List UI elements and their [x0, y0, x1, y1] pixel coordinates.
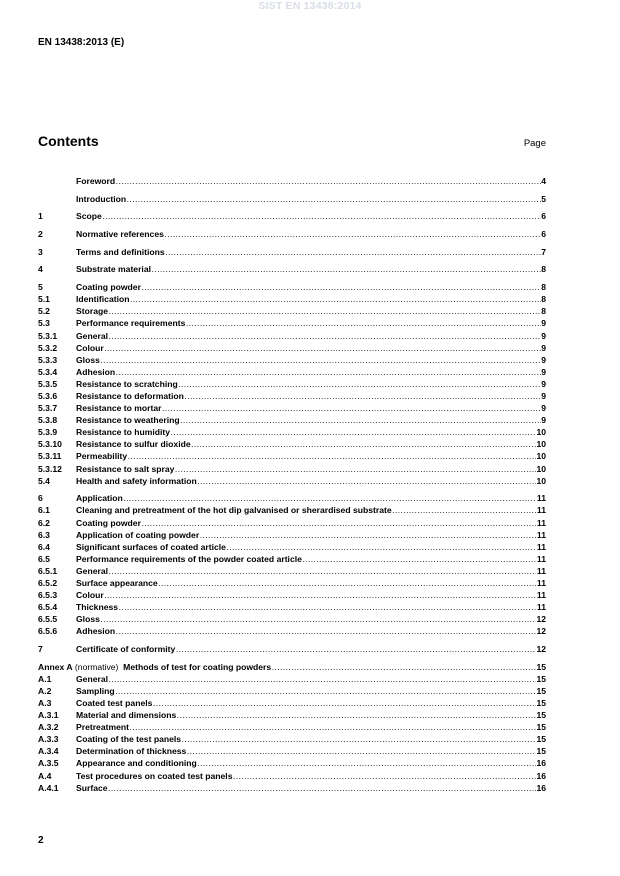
toc-entry-number: 5.3.9 [38, 427, 58, 438]
toc-entry-title: Coating powder [76, 282, 141, 293]
dot-leader [153, 697, 536, 709]
toc-entry-title: Coated test panels [76, 698, 153, 708]
toc-entry-page: 10 [536, 463, 546, 474]
toc-entry-number: 6.5 [38, 553, 50, 564]
toc-entry[interactable] [38, 210, 546, 222]
toc-entry[interactable] [38, 317, 546, 329]
dot-leader [128, 450, 536, 462]
toc-entry[interactable] [38, 565, 546, 577]
toc-entry-page: 15 [536, 673, 546, 684]
toc-entry[interactable] [38, 709, 546, 721]
toc-entry-title: Certificate of conformity [76, 644, 176, 655]
toc-entry-title: Colour [76, 342, 104, 353]
dot-leader [197, 475, 536, 487]
toc-entry[interactable] [38, 661, 546, 673]
dot-leader [171, 426, 536, 438]
toc-entry[interactable] [38, 475, 546, 487]
toc-entry-page: 16 [536, 758, 546, 769]
toc-entry-title: Resistance to humidity [76, 427, 171, 438]
toc-entry[interactable] [38, 757, 546, 769]
toc-entry-page: 10 [536, 451, 546, 462]
dot-leader [109, 305, 541, 317]
toc-entry-page: 15 [536, 685, 546, 696]
dot-leader [187, 745, 536, 757]
toc-entry-page: 15 [536, 661, 546, 672]
dot-leader [109, 565, 537, 577]
toc-entry-number: A.3.3 [38, 734, 59, 745]
toc-entry-title: Cleaning and pretreatment of the hot dip galvanised or sherardised substrate [76, 505, 392, 516]
toc-entry[interactable] [38, 504, 546, 516]
toc-entry-page: 9 [541, 318, 546, 329]
dot-leader [104, 342, 541, 354]
toc-entry[interactable] [38, 589, 546, 601]
toc-entry-number: 6.1 [38, 505, 50, 516]
toc-entry[interactable] [38, 450, 546, 462]
toc-entry-page: 11 [536, 505, 546, 516]
dot-leader [178, 378, 540, 390]
toc-entry-page: 15 [536, 722, 546, 733]
toc-entry[interactable] [38, 685, 546, 697]
toc-entry-title: Surface appearance [76, 577, 158, 588]
toc-entry-number: 6.5.4 [38, 602, 58, 613]
toc-entry-page: 4 [541, 176, 546, 186]
toc-entry[interactable] [38, 463, 546, 475]
dot-leader [186, 317, 541, 329]
toc-entry-page: 9 [541, 390, 546, 401]
toc-entry-number: 6.5.2 [38, 577, 58, 588]
annex-label: Annex A [38, 661, 73, 672]
toc-entry-title: General [76, 330, 109, 341]
toc-entry-page: 15 [536, 710, 546, 721]
toc-entry-page: 11 [536, 493, 546, 504]
toc-entry-title: Performance requirements of the powder coated article [76, 553, 302, 564]
toc-entry-number: 4 [38, 264, 43, 275]
table-of-contents [38, 175, 546, 794]
dot-leader [200, 529, 537, 541]
toc-entry-title: Coating of the test panels [76, 734, 182, 745]
dot-leader [116, 625, 536, 637]
toc-entry-number: 5.1 [38, 294, 50, 305]
toc-entry-title: Pretreatment [76, 722, 130, 733]
toc-entry-page: 11 [536, 577, 546, 588]
toc-entry[interactable] [38, 643, 546, 655]
toc-entry-page: 16 [536, 782, 546, 793]
toc-entry-page: 9 [541, 354, 546, 365]
toc-entry-title: Substrate material [76, 264, 151, 275]
toc-entry-title: Introduction [76, 193, 127, 204]
toc-entry-number: 2 [38, 229, 43, 240]
toc-entry[interactable] [38, 175, 546, 187]
toc-entry-title: Normative references [76, 229, 164, 240]
toc-entry[interactable] [38, 426, 546, 438]
dot-leader [102, 210, 540, 222]
toc-entry-title: Resistance to sulfur dioxide [76, 439, 191, 450]
dot-leader [182, 733, 536, 745]
toc-entry[interactable] [38, 354, 546, 366]
toc-entry-page: 12 [536, 614, 546, 625]
dot-leader [104, 589, 536, 601]
toc-entry-number: A.3.1 [38, 710, 59, 721]
toc-entry-number: 5.3.5 [38, 378, 58, 389]
dot-leader [162, 402, 541, 414]
toc-entry-title: Resistance to weathering [76, 415, 180, 426]
dot-leader [141, 281, 540, 293]
toc-entry-number: 5.3.8 [38, 415, 58, 426]
toc-entry-number: 5.3.3 [38, 354, 58, 365]
dot-leader [158, 577, 536, 589]
toc-entry-number: 5.3.12 [38, 463, 62, 474]
toc-entry-title: Resistance to deformation [76, 390, 184, 401]
toc-entry[interactable] [38, 438, 546, 450]
annex-normative-label: (normative) [72, 661, 119, 672]
toc-entry-page: 6 [541, 211, 546, 222]
toc-entry-title: Gloss [76, 614, 100, 625]
toc-entry[interactable] [38, 697, 546, 709]
dot-leader [184, 390, 540, 402]
toc-entry-number: 6.2 [38, 517, 50, 528]
toc-entry[interactable] [38, 390, 546, 402]
dot-leader [165, 246, 541, 258]
toc-entry-number: 6.5.6 [38, 626, 58, 637]
toc-entry[interactable] [38, 193, 546, 205]
toc-entry-number: 5.3 [38, 318, 50, 329]
toc-entry-number: 3 [38, 246, 43, 257]
toc-entry-title: Test procedures on coated test panels [76, 770, 233, 781]
toc-entry[interactable] [38, 601, 546, 613]
toc-entry-page: 11 [536, 541, 546, 552]
toc-entry-number: A.3 [38, 698, 52, 708]
toc-entry[interactable] [38, 414, 546, 426]
toc-entry[interactable] [38, 281, 546, 293]
toc-entry-number: 1 [38, 211, 43, 222]
toc-entry[interactable] [38, 625, 546, 637]
toc-entry[interactable] [38, 673, 546, 685]
toc-entry-number: 7 [38, 644, 43, 655]
toc-entry-title: Adhesion [76, 366, 116, 377]
toc-entry-page: 15 [536, 698, 546, 708]
dot-leader [116, 366, 541, 378]
toc-entry-title: Resistance to scratching [76, 378, 178, 389]
toc-entry-title: Scope [76, 211, 102, 222]
toc-entry[interactable] [38, 342, 546, 354]
toc-entry-page: 11 [536, 553, 546, 564]
dot-leader [226, 541, 536, 553]
toc-entry-page: 9 [541, 342, 546, 353]
toc-entry-page: 12 [536, 626, 546, 637]
toc-entry[interactable] [38, 770, 546, 782]
dot-leader [119, 601, 537, 613]
toc-entry-title: Resistance to mortar [76, 403, 162, 414]
toc-entry[interactable] [38, 492, 546, 504]
toc-entry-title: Application of coating powder [76, 529, 200, 540]
toc-entry-title: Health and safety information [76, 475, 197, 486]
toc-entry-title: Surface [76, 782, 108, 793]
toc-entry-number: A.3.2 [38, 722, 59, 733]
toc-entry-page: 9 [541, 403, 546, 414]
toc-entry-number: 5.3.6 [38, 390, 58, 401]
toc-entry-page: 11 [536, 565, 546, 576]
toc-entry-page: 9 [541, 415, 546, 426]
toc-entry-number: 6.5.1 [38, 565, 58, 576]
toc-entry-number: 5.3.10 [38, 439, 62, 450]
dot-leader [233, 770, 536, 782]
toc-entry-number: 5.3.1 [38, 330, 58, 341]
toc-entry[interactable] [38, 305, 546, 317]
toc-entry-number: A.4.1 [38, 782, 59, 793]
toc-entry-title: Gloss [76, 354, 100, 365]
toc-entry-number: A.3.4 [38, 746, 59, 757]
toc-entry[interactable] [38, 366, 546, 378]
dot-leader [164, 228, 540, 240]
toc-entry-page: 10 [536, 427, 546, 438]
toc-entry-page: 15 [536, 734, 546, 745]
toc-entry-number: 5.3.2 [38, 342, 58, 353]
toc-entry-page: 12 [536, 644, 546, 655]
toc-entry-page: 10 [536, 475, 546, 486]
toc-entry-number: 5.3.11 [38, 451, 62, 462]
toc-entry[interactable] [38, 553, 546, 565]
toc-entry-number: A.1 [38, 673, 52, 684]
toc-entry-page: 9 [541, 330, 546, 341]
toc-entry-title: Identification [76, 294, 130, 305]
toc-entry-title: Application [76, 493, 123, 504]
toc-entry-page: 16 [536, 770, 546, 781]
toc-entry[interactable] [38, 378, 546, 390]
toc-entry[interactable] [38, 263, 546, 275]
dot-leader [177, 709, 536, 721]
toc-entry[interactable] [38, 330, 546, 342]
dot-leader [175, 463, 536, 475]
toc-entry[interactable] [38, 246, 546, 258]
toc-entry-number: 6.4 [38, 541, 50, 552]
toc-entry-page: 15 [536, 746, 546, 757]
dot-leader [152, 263, 541, 275]
toc-entry-title: General [76, 673, 109, 684]
toc-entry-number: 6.3 [38, 529, 50, 540]
toc-entry-title: Performance requirements [76, 318, 186, 329]
toc-entry-page: 8 [541, 306, 546, 317]
dot-leader [197, 757, 536, 769]
dot-leader [123, 492, 536, 504]
toc-entry-page: 11 [536, 602, 546, 613]
toc-entry[interactable] [38, 228, 546, 240]
toc-entry-page: 11 [536, 517, 546, 528]
dot-leader [109, 330, 541, 342]
toc-entry-page: 9 [541, 366, 546, 377]
dot-leader [100, 613, 536, 625]
toc-entry-title: Foreword [76, 176, 116, 186]
toc-entry-page: 11 [536, 590, 546, 601]
toc-entry-number: 5.4 [38, 475, 50, 486]
toc-entry-number: 5.2 [38, 306, 50, 317]
watermark: SIST EN 13438:2014 [258, 0, 362, 12]
dot-leader [130, 293, 541, 305]
contents-heading: Contents [38, 133, 99, 149]
toc-entry-number: 5.3.4 [38, 366, 58, 377]
toc-entry-number: 6 [38, 493, 43, 504]
toc-entry-number: 6.5.3 [38, 590, 58, 601]
toc-entry-title: Material and dimensions [76, 710, 177, 721]
toc-entry-page: 7 [541, 246, 546, 257]
toc-entry-title: Resistance to salt spray [76, 463, 175, 474]
dot-leader [108, 782, 536, 794]
toc-entry-number: 6.5.5 [38, 614, 58, 625]
toc-entry-title: Coating powder [76, 517, 141, 528]
toc-entry-title: Permeability [76, 451, 128, 462]
toc-entry[interactable] [38, 529, 546, 541]
dot-leader [100, 354, 540, 366]
toc-entry-page: 8 [541, 264, 546, 275]
toc-entry-page: 8 [541, 282, 546, 293]
toc-entry-page: 5 [541, 193, 546, 204]
toc-entry[interactable] [38, 293, 546, 305]
dot-leader [302, 553, 536, 565]
toc-entry-title: Appearance and conditioning [76, 758, 197, 769]
document-id: EN 13438:2013 (E) [38, 37, 125, 48]
dot-leader [141, 517, 536, 529]
toc-entry[interactable] [38, 402, 546, 414]
toc-entry-number: 5 [38, 282, 43, 293]
toc-entry-title: Significant surfaces of coated article [76, 541, 226, 552]
toc-entry[interactable] [38, 517, 546, 529]
toc-entry-page: 11 [536, 529, 546, 540]
toc-entry[interactable] [38, 745, 546, 757]
page-column-label: Page [523, 138, 546, 149]
toc-entry-title: Colour [76, 590, 104, 601]
toc-entry-number: 5.3.7 [38, 403, 58, 414]
dot-leader [130, 721, 536, 733]
toc-entry-number: A.3.5 [38, 758, 59, 769]
page-number: 2 [38, 835, 44, 846]
dot-leader [191, 438, 536, 450]
toc-entry-title: Thickness [76, 602, 119, 613]
dot-leader [116, 175, 541, 187]
toc-entry-title: Terms and definitions [76, 246, 165, 257]
toc-entry-title [38, 661, 271, 673]
toc-entry-page: 6 [541, 229, 546, 240]
toc-entry-title: Storage [76, 306, 108, 317]
dot-leader [180, 414, 541, 426]
toc-entry[interactable] [38, 782, 546, 794]
toc-entry[interactable] [38, 721, 546, 733]
dot-leader [127, 193, 541, 205]
dot-leader [109, 673, 536, 685]
toc-entry-page: 8 [541, 294, 546, 305]
toc-entry-page: 9 [541, 378, 546, 389]
toc-entry-title: Sampling [76, 685, 115, 696]
toc-entry[interactable] [38, 541, 546, 553]
annex-title: Methods of test for coating powders [118, 661, 272, 672]
toc-entry-number: A.2 [38, 685, 52, 696]
toc-entry-title: Determination of thickness [76, 746, 187, 757]
dot-leader [115, 685, 536, 697]
toc-entry-title: Adhesion [76, 626, 116, 637]
toc-entry[interactable] [38, 733, 546, 745]
toc-entry-number: A.4 [38, 770, 52, 781]
dot-leader [176, 643, 536, 655]
toc-entry[interactable] [38, 613, 546, 625]
dot-leader [392, 504, 536, 516]
toc-entry-title: General [76, 565, 109, 576]
toc-entry[interactable] [38, 577, 546, 589]
dot-leader [272, 661, 536, 673]
toc-entry-page: 10 [536, 439, 546, 450]
